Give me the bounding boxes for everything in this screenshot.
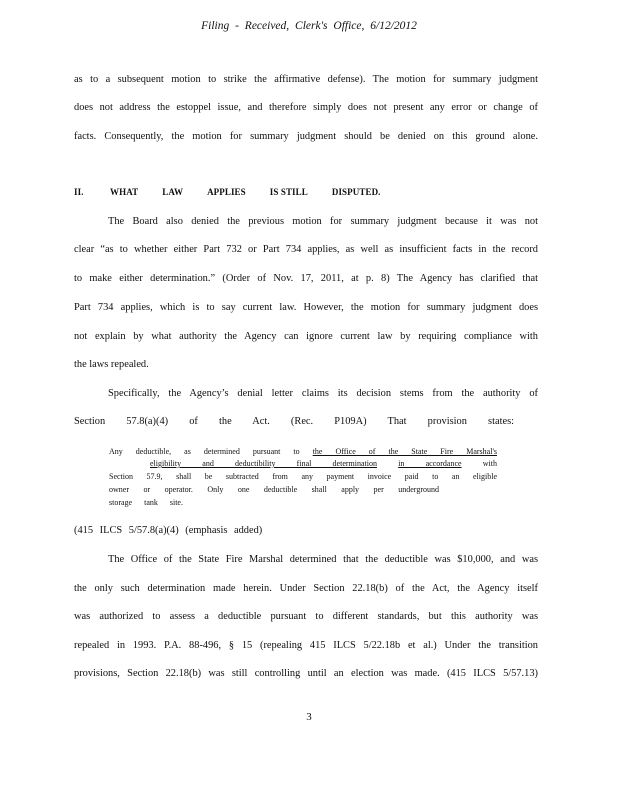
quote-underlined-text: in accordance [398,459,462,468]
block-quote-line [109,446,497,457]
heading-word: WHAT [110,187,139,197]
heading-word: IS STILL [269,187,308,197]
page-number: 3 [306,711,312,723]
paragraph-line: the only such determination made herein. Under Section 22.18(b) of the Act, the Agency itself [74,583,538,594]
paragraph-line: provisions, Section 22.18(b) was still controlling until an election was made. (415 ILCS 5/57.13) [74,668,538,679]
citation: (415 ILCS 5/57.8(a)(4) (emphasis added) [74,525,263,536]
paragraph-line: not explain by what authority the Agency can ignore current law by requiring compliance with [74,331,538,342]
paragraph-line: does not address the estoppel issue, and therefore simply does not present any error or change of [74,102,538,113]
quote-text: with [482,459,498,468]
block-quote-line [150,458,497,469]
section-heading [74,187,381,197]
paragraph-line: as to a subsequent motion to strike the affirmative defense). The motion for summary judgment [74,74,538,85]
heading-word: LAW [162,187,184,197]
block-quote-line: storage tank site. [109,498,183,507]
paragraph-line: Specifically, the Agency’s denial letter claims its decision stems from the authority of [108,388,538,399]
section-number: II. [74,187,84,197]
paragraph-line: the laws repealed. [74,359,149,370]
paragraph-line: was authorized to assess a deductible pursuant to different standards, but this authority was [74,611,538,622]
filing-header: Filing - Received, Clerk's Office, 6/12/2012 [201,20,417,32]
paragraph-line: to make either determination.” (Order of Nov. 17, 2011, at p. 8) The Agency has clarified that [74,273,538,284]
quote-underlined-text: the Office of the State Fire Marshal's [312,447,497,456]
heading-word: APPLIES [207,187,246,197]
paragraph-line: Section 57.8(a)(4) of the Act. (Rec. P109A) That provision states: [74,416,514,427]
paragraph-line: facts. Consequently, the motion for summary judgment should be denied on this ground alone. [74,131,538,142]
paragraph-line: repealed in 1993. P.A. 88-496, § 15 (repealing 415 ILCS 5/22.18b et al.) Under the transition [74,640,538,651]
block-quote-line: owner or operator. Only one deductible shall apply per underground [109,485,439,494]
paragraph-line: clear “as to whether either Part 732 or Part 734 applies, as well as insufficient facts in the record [74,244,538,255]
paragraph-line: The Board also denied the previous motion for summary judgment because it was not [108,216,538,227]
block-quote-line: Section 57.9, shall be subtracted from any payment invoice paid to an eligible [109,472,497,481]
paragraph-line: Part 734 applies, which is to say current law. However, the motion for summary judgment does [74,302,538,313]
heading-word: DISPUTED. [331,187,381,197]
paragraph-line: The Office of the State Fire Marshal determined that the deductible was $10,000, and was [108,554,538,565]
quote-underlined-text: eligibility and deductibility final determination [150,459,377,468]
quote-text: Any deductible, as determined pursuant to [109,447,300,456]
